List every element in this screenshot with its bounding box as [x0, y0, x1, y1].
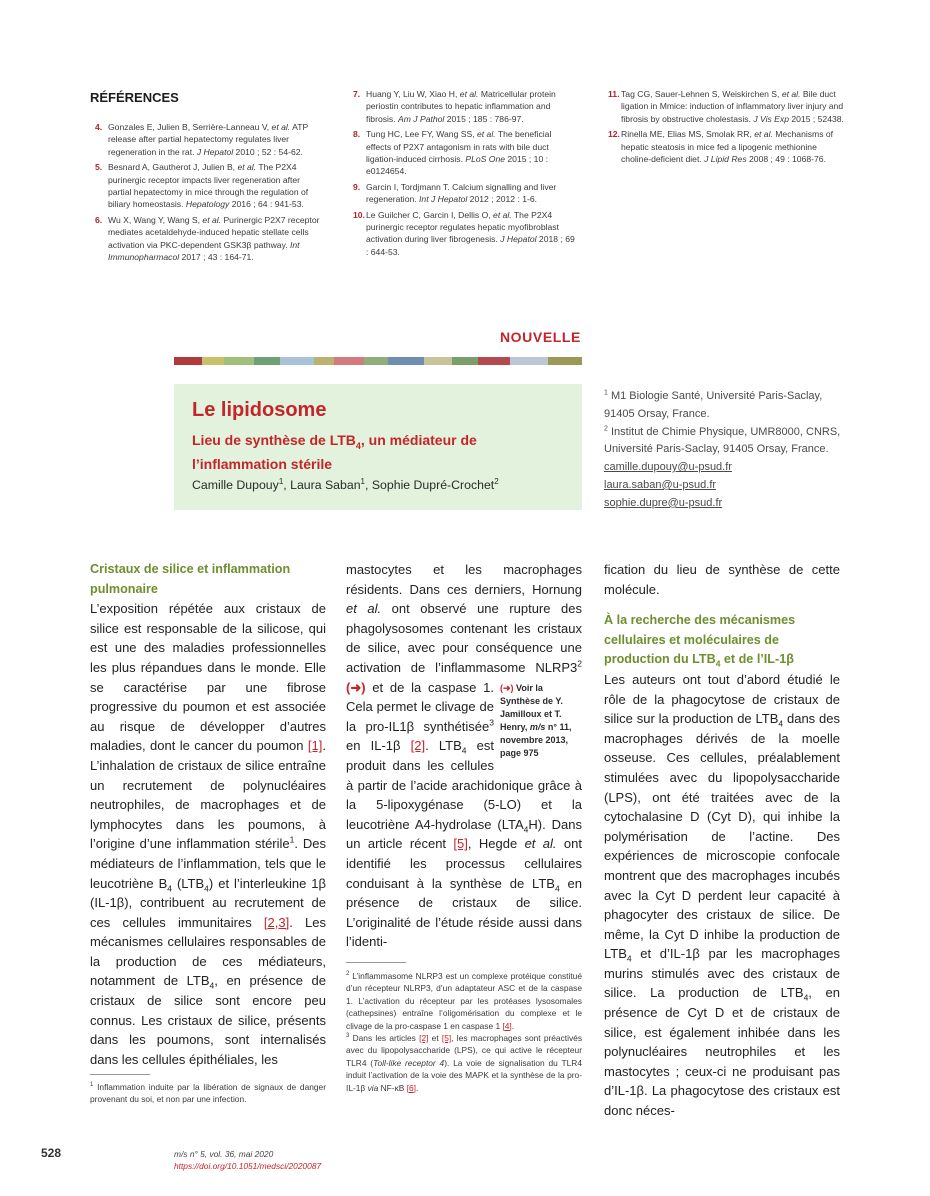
author-name: Laura Saban: [290, 478, 361, 492]
references-column-1: [95, 121, 325, 266]
reference-item: 11. Tag CG, Sauer-Lehnen S, Weiskirchen S, et al. Bile duct ligation in Mmice: induction of inflammatory liver injury and fibrosis by obstructive cholestasis. J Vis Exp 2015 ; 52438.: [608, 89, 844, 124]
stripe-segment: [254, 357, 280, 365]
footnote-divider: [90, 1074, 150, 1075]
citation-link[interactable]: [5]: [441, 1033, 452, 1044]
reference-item: 4. Gonzales E, Julien B, Serrière-Lanneau V, et al. ATP release after partial hepatectomy regulates liver regeneration in the rat. J Hepatol 2010 ; 52 : 54-62.: [95, 122, 309, 157]
reference-item: 9. Garcin I, Tordjmann T. Calcium signalling and liver regeneration. Int J Hepatol 2012 ; 2012 : 1-6.: [353, 181, 557, 205]
citation-link[interactable]: [2]: [410, 738, 426, 754]
affiliations: [604, 388, 854, 513]
footnote-divider: [346, 962, 406, 963]
stripe-segment: [174, 357, 202, 365]
stripe-segment: [334, 357, 364, 365]
reference-item: 12. Rinella ME, Elias MS, Smolak RR, et al. Mechanisms of hepatic steatosis in mice fed a lipogenic methionine choline-deficient diet. J Lipid Res 2008 ; 49 : 1068-76.: [608, 129, 834, 165]
paragraph: mastocytes et les macrophages résidents. Dans ces derniers, Hornung et al. ont observé une rupture des phagolysosomes contenant les cristaux de silice, avec pour conséquence une activation de l’inflammasome $NLRP3^2$ (➜) (➜) Voir la Synthèse de Y. Jamilloux et T. Henry, m/s n° 11, novembre 2013, page 975 et de la caspase 1. Cela permet le clivage de la pro-IL1β synthétisée$^3$ en IL-1β [2]. $LTB_4$ est produit dans les cellules à partir de l’acide arachidonique grâce à la 5-lipoxygénase (5-LO) et la leucotriène A4-hydrolase $(LTA_4H)$. Dans un article récent [5], Hegde et al. ont identifié les processus cellulaires conduisant à la synthèse de $LTB_4$ en présence de cristaux de silice. L’originalité de l’étude réside aussi dans l’identi-: [346, 562, 583, 950]
author-name: Sophie Dupré-Crochet: [371, 478, 495, 492]
reference-item: 7. Huang Y, Liu W, Xiao H, et al. Matricellular protein periostin contributes to hepatic inflammation and fibrosis. Am J Pathol 2015 ; 185 : 786-97.: [353, 89, 556, 124]
cross-reference-arrow[interactable]: (➜): [346, 679, 366, 695]
references-column-2: [353, 88, 575, 261]
body-column-1: [90, 560, 326, 1069]
article-title: Le lipidosome: [192, 399, 327, 421]
body-column-3: [604, 560, 840, 1121]
paragraph: Les auteurs ont tout d’abord étudié le rôle de la phagocytose de cristaux de silice sur la production de $LTB_4$ dans des macrophages dérivés de la moelle osseuse. Ces cellules, préalablement stimulées avec du lipopolysaccharide (LPS), ont été traitées avec de la cytochalasine D (Cyt D), qui inhibe la polymérisation de l’actine. Des expériences de microscopie confocale montrent que des macrophages incubés avec la Cyt D perdent leur capacité à phagocyter des cristaux de silice. De même, la Cyt D inhibe la production de $LTB_4$ et d’IL-1β par les macrophages murins stimulés avec des cristaux de silice. La production de $LTB_4$, en présence de Cyt D et de cristaux de silice, est également inhibée dans les polynucléaires neutrophiles et les mastocytes ; ceux-ci ne produisant pas d’IL-1β. La phagocytose des cristaux est donc néces-: [604, 671, 841, 1119]
stripe-segment: [280, 357, 314, 365]
section-heading: À la recherche des mécanismes cellulaires et moléculaires de production du $LTB_4$ et de l’IL-1β: [604, 613, 796, 669]
email-link[interactable]: camille.dupouy@u-psud.fr: [604, 461, 732, 474]
affiliation-2: $^2$ Institut de Chimie Physique, UMR8000, CNRS, Université Paris-Saclay, 91405 Orsay, France.: [604, 424, 841, 456]
paragraph: fication du lieu de synthèse de cette molécule.: [604, 562, 840, 597]
reference-item: 10. Le Guilcher C, Garcin I, Dellis O, et al. The P2X4 purinergic receptor regulates hepatic myofibroblast activation during liver fibrogenesis. J Hepatol 2018 ; 69 : 644-53.: [353, 209, 575, 257]
citation-link[interactable]: [5]: [453, 836, 468, 852]
references-heading: RÉFÉRENCES: [90, 90, 179, 105]
citation-link[interactable]: [2]: [419, 1033, 429, 1044]
email-link[interactable]: sophie.dupre@u-psud.fr: [604, 496, 723, 509]
author-name: Camille Dupouy: [192, 478, 279, 492]
reference-item: 5. Besnard A, Gautherot J, Julien B, et al. The P2X4 purinergic receptor impacts liver regeneration after partial hepatectomy in mice through the regulation of biliary homeostasis. Hepatology 2016 ; 64 : 941-53.: [95, 162, 309, 210]
article-subtitle: Lieu de synthèse de $LTB_4$, un médiateur de l’inflammation stérile: [192, 432, 477, 472]
citation-link[interactable]: [2,3]: [263, 914, 290, 930]
journal-info: m/s n° 5, vol. 36, mai 2020 https://doi.org/10.1051/medsci/2020087: [174, 1149, 322, 1171]
stripe-segment: [452, 357, 478, 365]
color-stripe: [174, 357, 582, 365]
footnote-1: $^1$ Inflammation induite par la libération de signaux de danger provenant du soi, et non par une infection.: [90, 1082, 326, 1105]
footnote-2-3: $^2$ L’inflammasome NLRP3 est un complexe protéique constitué d’un récepteur NLRP3, d’un adaptateur ASC et de la caspase 1. L’activation du récepteur par les protéases lysosomales (cathepsines) entraîne l’oligomérisation du complexe et le clivage de la pro-caspase 1 en caspase 1 [4]. $^3$ Dans les articles [2] et [5], les macrophages sont préactivés avec du lipopolysaccharide (LPS), ce qui active le récepteur TLR4 (Toll-like receptor 4). La voie de signalisation du TLR4 induit l’activation de la voie des MAPK et la synthèse de la pro-IL-1β via NF-κB [6].: [346, 971, 583, 1093]
reference-item: 8. Tung HC, Lee FY, Wang SS, et al. The beneficial effects of P2X7 antagonism in rats with bile duct ligation-induced cirrhosis. PLoS One 2015 ; 10 : e0124654.: [353, 129, 552, 177]
stripe-segment: [314, 357, 334, 365]
email-link[interactable]: laura.saban@u-psud.fr: [604, 478, 717, 491]
doi-link[interactable]: https://doi.org/10.1051/medsci/2020087: [174, 1161, 322, 1171]
citation-link[interactable]: [4]: [502, 1020, 512, 1031]
citation-link[interactable]: [6]: [406, 1082, 416, 1093]
section-heading: Cristaux de silice et inflammation pulmonaire: [90, 562, 291, 596]
stripe-segment: [478, 357, 510, 365]
affiliation-1: $^1$ M1 Biologie Santé, Université Paris-Saclay, 91405 Orsay, France.: [604, 389, 823, 420]
stripe-segment: [510, 357, 548, 365]
stripe-segment: [224, 357, 254, 365]
cross-reference-note: (➜) Voir la Synthèse de Y. Jamilloux et T. Henry, m/s n° 11, novembre 2013, page 975: [500, 682, 572, 758]
paragraph: L’exposition répétée aux cristaux de silice est responsable de la silicose, qui est une des maladies professionnelles les plus répandues dans le monde. Elle se caractérise par une fibrose progressive du poumon et est associée au risque de développer d’autres maladies, dont le cancer du poumon [1]. L’inhalation de cristaux de silice entraîne un recrutement de polynucléaires neutrophiles, de macrophages et de lymphocytes dans les poumons, à l’origine d’une inflammation stérile$^1$. Des médiateurs de l’inflammation, tels que le leucotriène $B_4$ $(LTB_4)$ et l’interleukine 1β (IL-1β), contribuent au recrutement de ces cellules immunitaires [2,3]. Les mécanismes cellulaires responsables de la production de ces médiateurs, notamment de $LTB_4$, en présence de cristaux de silice sont encore peu connus. Les cristaux de silice, présents dans les poumons, sont internalisés dans les cellules épithéliales, les: [90, 601, 327, 1067]
stripe-segment: [548, 357, 582, 365]
stripe-segment: [424, 357, 452, 365]
references-column-3: [608, 88, 844, 168]
stripe-segment: [388, 357, 424, 365]
stripe-segment: [364, 357, 388, 365]
section-label: NOUVELLE: [499, 329, 581, 345]
reference-item: 6. Wu X, Wang Y, Wang S, et al. Purinergic P2X7 receptor mediates acetaldehyde-induced hepatic stellate cells activation via PKC-dependent GSK3β pathway. Int Immunopharmacol 2017 ; 43 : 164-71.: [95, 214, 320, 263]
authors: Camille Dupouy$^1$, Laura Saban$^1$, Sophie Dupré-Crochet$^2$: [192, 476, 499, 492]
title-box: [174, 384, 582, 510]
body-column-2: [346, 560, 582, 952]
page-number: 528: [41, 1146, 62, 1160]
citation-link[interactable]: [1]: [307, 738, 323, 754]
stripe-segment: [202, 357, 224, 365]
